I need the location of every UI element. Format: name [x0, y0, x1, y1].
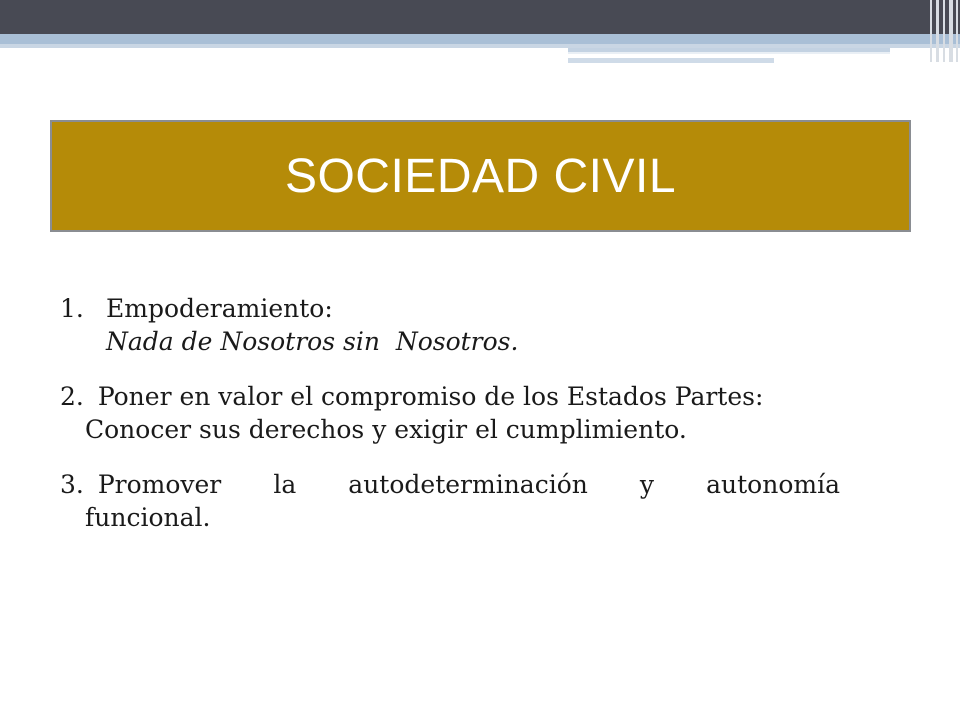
item-word: autodeterminación [348, 470, 588, 499]
top-decorative-strip-short [568, 58, 774, 63]
top-decorative-bar [0, 0, 960, 34]
item-text-continued: Conocer sus derechos y exigir el cumplimiento. [85, 415, 687, 444]
item-number: 1. [60, 294, 84, 323]
corner-decorative-lines [926, 0, 960, 62]
item-heading: Empoderamiento: [106, 294, 333, 323]
item-word: Promover [97, 470, 222, 499]
item-text: Poner en valor el compromiso de los Estados Partes: [97, 382, 764, 411]
item-word: la [273, 470, 297, 499]
content-list [60, 292, 840, 534]
item-word: autonomía [706, 470, 840, 499]
list-item [60, 468, 840, 534]
list-item [60, 292, 840, 358]
title-box [50, 120, 911, 232]
list-item [60, 380, 840, 446]
item-word: y [639, 470, 655, 499]
slide-title: SOCIEDAD CIVIL [284, 149, 677, 203]
top-decorative-line [568, 52, 890, 54]
item-subtext: Nada de Nosotros sin Nosotros. [106, 327, 519, 356]
item-text-continued: funcional. [85, 503, 211, 532]
item-number: 2. [60, 382, 84, 411]
item-number: 3. [60, 470, 84, 499]
